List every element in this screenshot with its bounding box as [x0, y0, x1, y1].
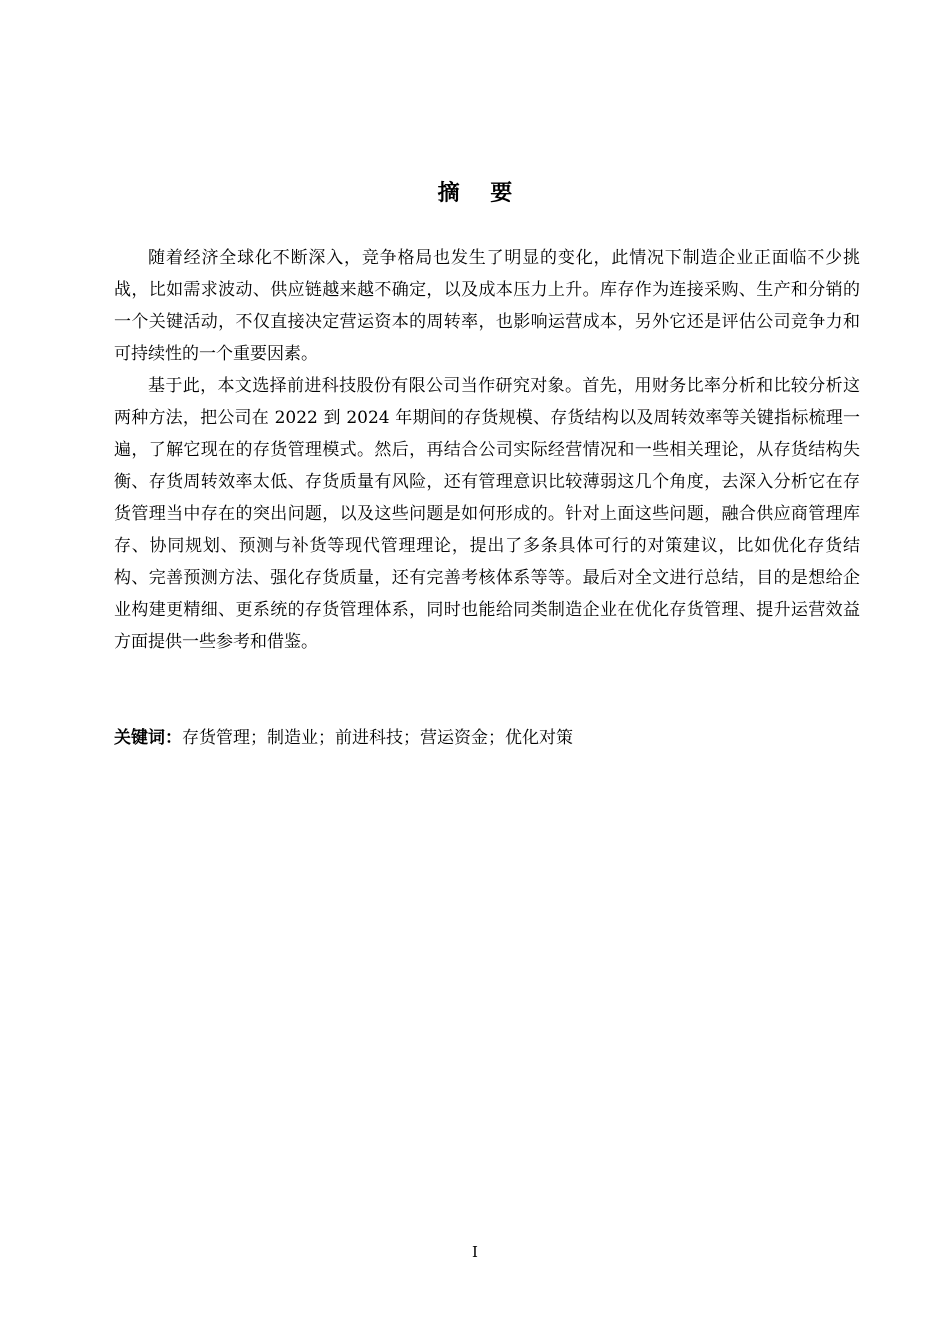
- abstract-paragraph-2: 基于此，本文选择前进科技股份有限公司当作研究对象。首先，用财务比率分析和比较分析这两种方法，把公司在 2022 到 2024 年期间的存货规模、存货结构以及周转效率等关键指标梳理一遍，了解它现在的存货管理模式。然后，再结合公司实际经营情况和一些相关理论，从存货结构失衡、存货周转效率太低、存货质量有风险，还有管理意识比较薄弱这几个角度，去深入分析它在存货管理当中存在的突出问题，以及这些问题是如何形成的。针对上面这些问题，融合供应商管理库存、协同规划、预测与补货等现代管理理论，提出了多条具体可行的对策建议，比如优化存货结构、完善预测方法、强化存货质量，还有完善考核体系等等。最后对全文进行总结，目的是想给企业构建更精细、更系统的存货管理体系，同时也能给同类制造企业在优化存货管理、提升运营效益方面提供一些参考和借鉴。: [114, 376, 860, 652]
- abstract-body: [114, 242, 860, 658]
- keywords-text: 存货管理；制造业；前进科技；营运资金；优化对策: [182, 728, 573, 748]
- abstract-title: 摘 要: [437, 181, 513, 206]
- page-number: I: [472, 1243, 478, 1261]
- keywords-label: 关键词：: [114, 728, 182, 748]
- abstract-paragraph-1: 随着经济全球化不断深入，竞争格局也发生了明显的变化，此情况下制造企业正面临不少挑战，比如需求波动、供应链越来越不确定，以及成本压力上升。库存作为连接采购、生产和分销的一个关键活动，不仅直接决定营运资本的周转率，也影响运营成本，另外它还是评估公司竞争力和可持续性的一个重要因素。: [114, 248, 860, 364]
- keywords-line: [114, 722, 860, 754]
